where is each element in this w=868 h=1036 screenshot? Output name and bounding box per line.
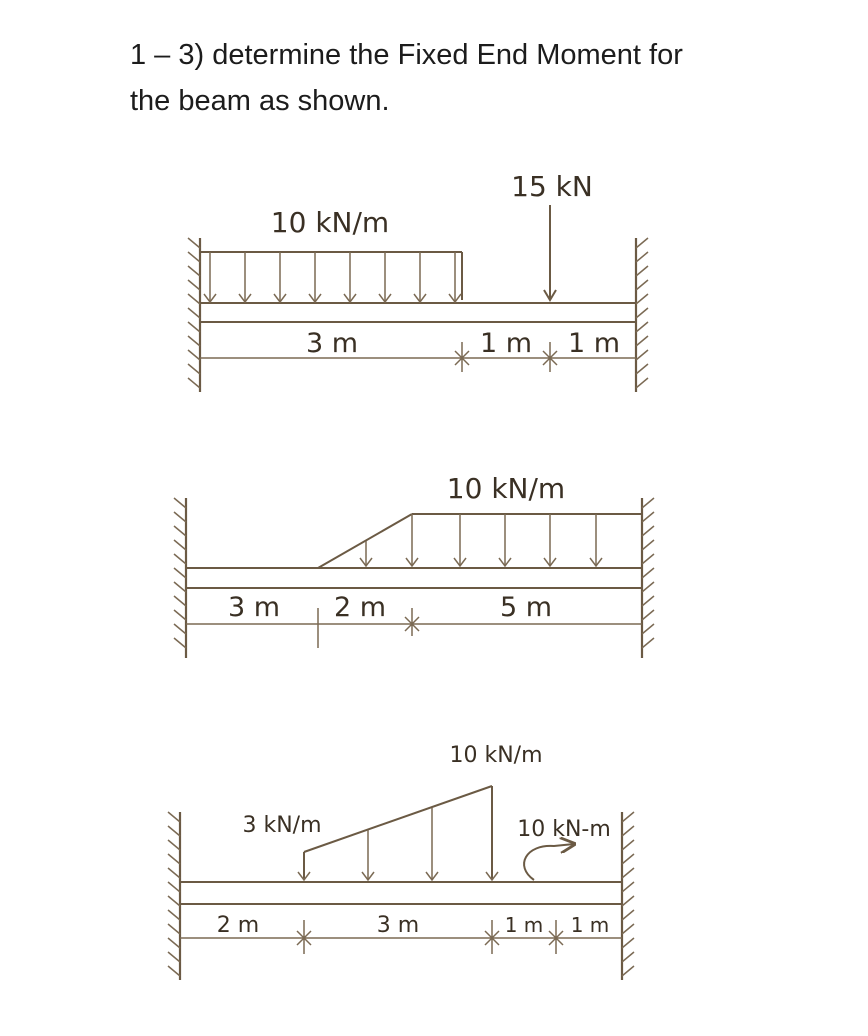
problem-line-1: 1 – 3) determine the Fixed End Moment for bbox=[130, 39, 683, 71]
left-fixed-support bbox=[188, 238, 200, 392]
left-fixed-support bbox=[174, 498, 186, 658]
udl-load bbox=[200, 252, 462, 302]
trapezoidal-load bbox=[298, 786, 498, 880]
udl-load-label: 10 kN/m bbox=[446, 472, 566, 505]
right-fixed-support bbox=[622, 812, 634, 980]
applied-moment bbox=[524, 844, 574, 880]
point-load-label: 15 kN bbox=[511, 170, 593, 203]
high-load-label: 10 kN/m bbox=[449, 743, 543, 768]
dim-label-1m-a: 1 m bbox=[479, 328, 533, 359]
moment-label: 10 kN-m bbox=[517, 817, 611, 842]
dim-label-3m: 3 m bbox=[376, 913, 420, 938]
dim-label-5m: 5 m bbox=[499, 592, 553, 623]
beam-body bbox=[180, 882, 622, 904]
dim-label-1m-a: 1 m bbox=[504, 913, 544, 937]
problem-line-2: the beam as shown. bbox=[130, 85, 390, 117]
point-load-arrow bbox=[544, 205, 556, 300]
udl-load-label: 10 kN/m bbox=[270, 206, 390, 239]
right-fixed-support bbox=[636, 238, 648, 392]
beam-body bbox=[200, 303, 636, 322]
beam-2 bbox=[174, 472, 654, 658]
dim-label-3m: 3 m bbox=[305, 328, 359, 359]
low-load-label: 3 kN/m bbox=[242, 813, 322, 838]
dim-label-3m: 3 m bbox=[227, 592, 281, 623]
beam-3 bbox=[168, 743, 634, 980]
trapezoidal-load bbox=[318, 514, 642, 568]
dim-label-1m-b: 1 m bbox=[570, 913, 610, 937]
dim-label-2m: 2 m bbox=[216, 913, 260, 938]
dim-label-1m-b: 1 m bbox=[567, 328, 621, 359]
right-fixed-support bbox=[642, 498, 654, 658]
beam-body bbox=[186, 568, 642, 588]
left-fixed-support bbox=[168, 812, 180, 980]
dim-label-2m: 2 m bbox=[333, 592, 387, 623]
beam-1 bbox=[188, 170, 648, 392]
